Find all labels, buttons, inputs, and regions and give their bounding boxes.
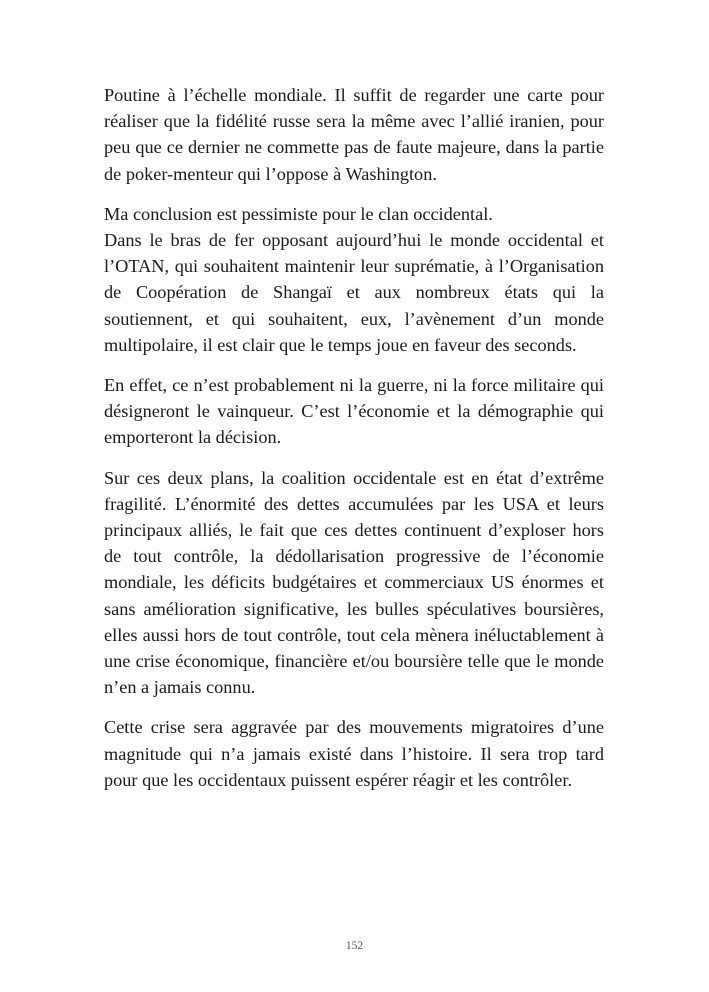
paragraph-crise: Cette crise sera aggravée par des mouvements migratoires d’une magnitude qui n’a jamais existé dans l’histoire. Il sera trop tard pour que les occidentaux puissent espérer réagir et les contrôler. bbox=[104, 717, 604, 790]
body-text bbox=[104, 82, 604, 793]
paragraph-en-effet: En effet, ce n’est probablement ni la guerre, ni la force militaire qui désigneront le vainqueur. C’est l’économie et la démographie qui emporteront la décision. bbox=[104, 375, 604, 448]
paragraph-deux-plans: Sur ces deux plans, la coalition occidentale est en état d’extrême fragilité. L’énormité des dettes accumulées par les USA et leurs principaux alliés, le fait que ces dettes continuent d’exploser hors de tout contrôle, la dédollarisation progressive de l’économie mondiale, les déficits budgétaires et commerciaux US énormes et sans amélioration significative, les bulles spéculatives boursières, elles aussi hors de tout contrôle, tout cela mènera inéluctablement à une crise économique, financière et/ou boursière telle que le monde n’en a jamais connu. bbox=[104, 467, 604, 698]
paragraph-conclusion: Ma conclusion est pessimiste pour le clan occidental. bbox=[104, 203, 493, 224]
paragraph-poutine: Poutine à l’échelle mondiale. Il suffit de regarder une carte pour réaliser que la fidélité russe sera la même avec l’allié iranien, pour peu que ce dernier ne commette pas de faute majeure, dans la partie de poker-menteur qui l’oppose à Washington. bbox=[104, 85, 604, 184]
paragraph-bras-de-fer: Dans le bras de fer opposant aujourd’hui le monde occidental et l’OTAN, qui souhaitent maintenir leur suprématie, à l’Organisation de Coopération de Shangaï et aux nombreux états qui la soutiennent, et qui souhaitent, eux, l’avènement d’un monde multipolaire, il est clair que le temps joue en faveur des seconds. bbox=[104, 230, 604, 355]
page-number: 152 bbox=[345, 940, 364, 952]
